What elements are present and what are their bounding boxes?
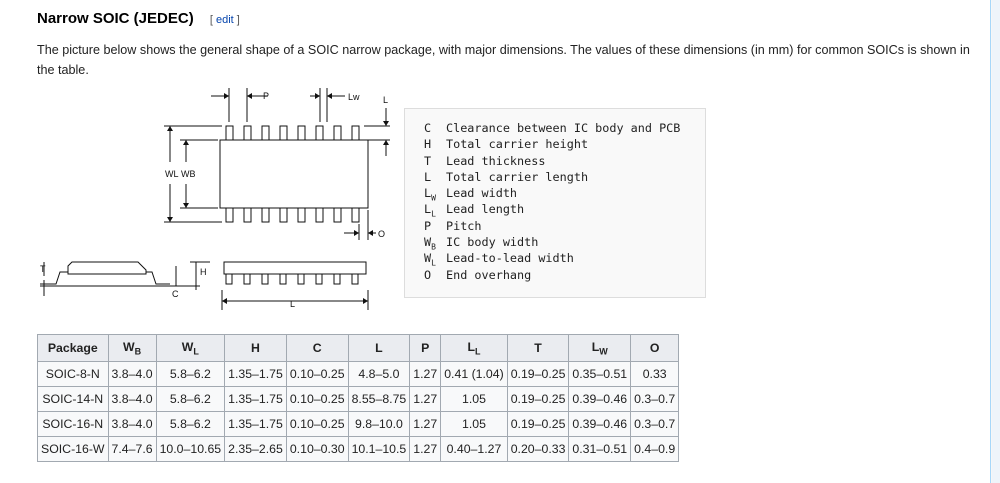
soic-dimensions-table [37,334,679,462]
column-header: $L_W$ [569,335,631,362]
section-heading [37,10,240,27]
label-p: P [263,91,270,101]
table-cell: 3.8–4.0 [108,362,156,387]
table-row [38,412,679,437]
legend-symbol: H [424,137,432,152]
legend-symbol: P [424,218,432,233]
table-cell: 0.10–0.25 [286,387,348,412]
table-cell: 0.35–0.51 [569,362,631,387]
table-cell: 1.27 [410,412,441,437]
column-header: T [507,335,569,362]
table-cell: 0.10–0.25 [286,412,348,437]
legend-symbol: $L_W$ [424,186,436,203]
table-cell: 0.20–0.33 [507,437,569,462]
table-cell: 5.8–6.2 [156,412,225,437]
table-cell: 1.27 [410,387,441,412]
table-cell: 1.27 [410,362,441,387]
legend-text: Clearance between IC body and PCB [446,121,681,135]
table-cell: 1.35–1.75 [225,412,287,437]
table-cell: SOIC-16-N [38,412,109,437]
table-cell: 0.41 (1.04) [441,362,507,387]
edit-link[interactable]: edit [216,14,234,26]
label-wb: WB [181,169,196,179]
table-cell: 10.0–10.65 [156,437,225,462]
label-t: T [40,264,46,274]
legend-text: Lead thickness [446,153,546,168]
legend-symbol: T [424,153,432,168]
legend-row [424,201,705,217]
column-header: P [410,335,441,362]
legend-symbol: $W_L$ [424,251,436,268]
dimension-legend [404,108,706,298]
label-lw: Lw [348,92,360,102]
column-header: $W_B$ [108,335,156,362]
legend-row [424,120,705,136]
table-header-row [38,335,679,362]
legend-text: IC body width [446,235,539,250]
table-cell: SOIC-14-N [38,387,109,412]
column-header: $L_L$ [441,335,507,362]
legend-symbol: L [424,169,432,184]
table-cell: 0.33 [631,362,679,387]
legend-text: End overhang [446,267,532,282]
table-row [38,362,679,387]
table-cell: 0.19–0.25 [507,387,569,412]
legend-symbol: $L_L$ [424,202,436,219]
table-cell: 3.8–4.0 [108,387,156,412]
table-cell: 5.8–6.2 [156,362,225,387]
legend-row [424,250,705,266]
legend-row [424,185,705,201]
table-cell: 0.39–0.46 [569,412,631,437]
column-header: Package [38,335,109,362]
table-cell: 2.35–2.65 [225,437,287,462]
table-cell: 0.19–0.25 [507,362,569,387]
table-cell: 5.8–6.2 [156,387,225,412]
table-cell: 0.39–0.46 [569,387,631,412]
label-h: H [200,267,207,277]
legend-row [424,153,705,169]
column-header: H [225,335,287,362]
legend-text: Lead-to-lead width [446,251,574,266]
table-cell: 0.3–0.7 [631,387,679,412]
table-cell: 7.4–7.6 [108,437,156,462]
intro-paragraph: The picture below shows the general shape of a SOIC narrow package, with major dimensions. The values of these dimensions (in mm) for common SOICs is shown in the table. [37,43,970,77]
table-cell: 0.31–0.51 [569,437,631,462]
table-cell: 9.8–10.0 [348,412,410,437]
table-row [38,437,679,462]
column-header: L [348,335,410,362]
table-cell: 0.40–1.27 [441,437,507,462]
legend-text: Pitch [446,218,482,233]
table-body [38,362,679,462]
ic-body-side-view [68,262,146,274]
column-header: $W_L$ [156,335,225,362]
legend-row [424,234,705,250]
table-cell: 0.10–0.25 [286,362,348,387]
label-l: L [290,299,296,309]
label-wl: WL [165,169,179,179]
ic-body-end-view [224,262,366,274]
ic-body-top-view [220,140,368,208]
table-cell: 8.55–8.75 [348,387,410,412]
legend-symbol: $W_B$ [424,235,436,252]
label-ll: L [383,95,389,105]
table-cell: 1.35–1.75 [225,362,287,387]
legend-text: Total carrier length [446,169,589,184]
table-cell: 0.10–0.30 [286,437,348,462]
label-o: O [378,229,386,239]
table-cell: 10.1–10.5 [348,437,410,462]
table-cell: 4.8–5.0 [348,362,410,387]
section-title: Narrow SOIC (JEDEC) [37,10,194,27]
table-cell: SOIC-8-N [38,362,109,387]
page-edge [992,0,1000,483]
column-header: O [631,335,679,362]
legend-text: Lead width [446,186,518,201]
table-row [38,387,679,412]
edit-section [210,14,240,26]
bottom-leads [226,208,359,222]
top-leads [226,126,359,140]
soic-package-diagram [30,85,390,315]
table-cell: 1.05 [441,387,507,412]
table-cell: 0.19–0.25 [507,412,569,437]
table-cell: SOIC-16-W [38,437,109,462]
legend-row [424,267,705,283]
legend-row [424,218,705,234]
table-cell: 1.27 [410,437,441,462]
legend-text: Lead length [446,202,525,217]
table-cell: 1.05 [441,412,507,437]
legend-symbol: C [424,121,432,135]
legend-text: Total carrier height [446,137,589,152]
legend-row [424,136,705,152]
table-cell: 0.4–0.9 [631,437,679,462]
label-c: C [172,289,179,299]
legend-row [424,169,705,185]
table-cell: 3.8–4.0 [108,412,156,437]
column-header: C [286,335,348,362]
table-cell: 1.35–1.75 [225,387,287,412]
edit-bracket-open: [ [209,14,216,26]
table-cell: 0.3–0.7 [631,412,679,437]
edit-bracket-close: ] [233,14,240,26]
legend-symbol: O [424,267,432,282]
